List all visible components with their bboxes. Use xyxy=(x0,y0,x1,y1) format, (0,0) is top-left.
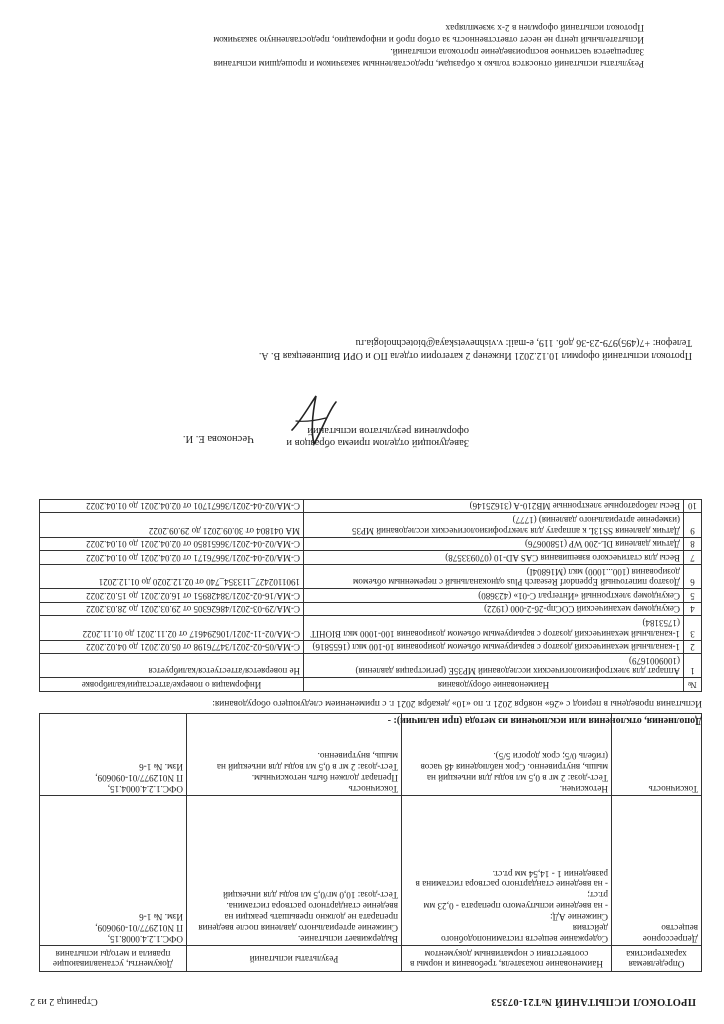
equipment-info: С-МА/02-11-2021/106294617 от 02.11.2021 до 01.11.2022 xyxy=(40,616,304,640)
row-num: 10 xyxy=(684,499,702,513)
equipment-info: С-МА/29-03-2021/48626305 от 29.03.2021 до 28.03.2022 xyxy=(40,602,304,616)
cell-norms: Содержание веществ гистаминоподобного действия Снижение АД: - на введение испытуемого препарата - 0,23 мм рт.ст; - на введение стандартного раствора гистамина в разведении 1 - 14,54 мм рт.ст. xyxy=(402,796,612,946)
equipment-info: Не поверяется/аттестуется/калибруется xyxy=(40,654,304,678)
additions-label: Дополнения, отклонения или исключения из метода (при наличии): - xyxy=(387,715,702,726)
disclaimer-line: Протокол испытаний оформлен в 2-х экземплярах xyxy=(445,21,644,32)
row-num: 9 xyxy=(684,513,702,537)
table-row xyxy=(40,513,702,537)
disclaimer-line: Испытательный центр не несет ответственность за отбор проб и информацию, предоставленную заказчиком xyxy=(213,33,644,44)
equipment-name: Аппарат для электрофизиологических исследований MP35E (регистрация давления) (1009001679) xyxy=(304,654,684,678)
cell-results: Выдерживает испытание. Снижение артериального давления после введения препарата не должно превышать реакции на введение стандартного раствора гистамина. Тест-доза: 10,0 мг/0,5 мл воды для инъекций xyxy=(187,796,402,946)
table-row xyxy=(40,654,702,678)
col-characteristic: Определяемая характеристика xyxy=(612,946,702,972)
table-row xyxy=(40,714,702,796)
signer-position: Заведующий отделом приема образцов и оформления результатов испытаний xyxy=(286,424,469,448)
row-num: 6 xyxy=(684,564,702,588)
cell-results: Токсичность Препарат должен быть нетоксичным. Тест-доза: 2 мг в 0,5 мл воды для инъекций на мышь, внутривенно. xyxy=(187,714,402,796)
equipment-intro: Испытания проведены в период с «26» ноября 2021 г. по «10» декабря 2021 г. с применением следующего оборудования: xyxy=(212,698,702,708)
table-row xyxy=(40,589,702,603)
equipment-name: Секундомер механический СОСпр-2б-2-000 (1922) xyxy=(304,602,684,616)
page-header xyxy=(30,992,696,1010)
table-row xyxy=(40,551,702,565)
equipment-info: 1901102427_113354_740 от 02.12.2020 до 01.12.2021 xyxy=(40,564,304,588)
methods-table-header xyxy=(40,946,702,972)
row-num: 2 xyxy=(684,640,702,654)
disclaimer-block xyxy=(44,21,644,69)
equipment-name: Датчик давления DL-200 WP (15800676) xyxy=(304,537,684,551)
col-num: № xyxy=(684,678,702,692)
methods-table xyxy=(39,713,702,972)
table-row xyxy=(40,564,702,588)
equipment-name: Датчик давления SS13L к аппарату для электрофизиологических исследований MP35 (измерение артериального давления) (1777) xyxy=(304,513,684,537)
table-row xyxy=(40,640,702,654)
equipment-info: С-МА/02-04-2021/36651850 от 02.04.2021 до 01.04.2022 xyxy=(40,537,304,551)
row-num: 7 xyxy=(684,551,702,565)
protocol-title: ПРОТОКОЛ ИСПЫТАНИЙ №Т21-07353 xyxy=(490,996,696,1008)
row-num: 3 xyxy=(684,616,702,640)
table-row xyxy=(40,499,702,513)
cell-characteristic: Депрессорное вещество xyxy=(612,796,702,946)
col-results: Результаты испытаний xyxy=(187,946,402,972)
table-row xyxy=(40,602,702,616)
col-norms: Наименование показателя, требования и нормы в соответствии с нормативным документом xyxy=(402,946,612,972)
signature-block xyxy=(0,382,724,452)
cell-characteristic: Токсичность xyxy=(612,714,702,796)
equipment-name: Весы лабораторные электронные MB210-A (31625146) xyxy=(304,499,684,513)
equipment-name: 1-канальный механический дозатор с варьируемым объемом дозирования 100-1000 мкл BIOHIT (1753184) xyxy=(304,616,684,640)
equipment-name: 1-канальный механический дозатор с варьируемым объемом дозирования 10-100 мкл (1655816) xyxy=(304,640,684,654)
prepared-line: Протокол испытаний оформил 10.12.2021 Инженер 2 категории отдела ПО и ОРИ Вишневецкая В. А. xyxy=(258,350,692,361)
contact-line: Телефон: +7(495)979-23-36 доб. 119, e-mail: v.vishnevetskaya@biotechnologia.ru xyxy=(355,337,692,348)
page-number: Страница 2 из 2 xyxy=(30,995,98,1007)
cell-norms: Нетоксичен. Тест-доза: 2 мг в 0,5 мл воды для инъекций на мышь, внутривенно. Срок наблюдения 48 часов (гибель 0/5; срок дороги 5/5). xyxy=(402,714,612,796)
col-name: Наименование оборудования xyxy=(304,678,684,692)
equipment-info: С-МА/02-04-2021/36676171 от 02.04.2021 до 01.04.2022 xyxy=(40,551,304,565)
cell-docs: ОФС.1.2.4.0008.15, П N012977/01-090609, Изм. № 1-6 xyxy=(40,796,187,946)
signer-name: Чеснокова Е. И. xyxy=(182,433,254,444)
equipment-name: Весы для статического взвешивания CAS AD-10 (070933578) xyxy=(304,551,684,565)
cell-docs: ОФС.1.2.4.0004.15, П N012977/01-090609, Изм. № 1-6 xyxy=(40,714,187,796)
equipment-name: Секундомер электронный «Интеграл С-01» (423680) xyxy=(304,589,684,603)
disclaimer-line: Запрещается частичное воспроизведение протокола испытаний. xyxy=(390,45,644,56)
table-row xyxy=(40,616,702,640)
row-num: 1 xyxy=(684,654,702,678)
handwritten-signature xyxy=(284,388,344,452)
col-info: Информация о поверке/аттестации/калибровке xyxy=(40,678,304,692)
row-num: 5 xyxy=(684,589,702,603)
equipment-name: Дозатор пипеточный Eppendorf Research Plus одноканальный с переменным объемом дозирования (100...1000) мкл (M16804I) xyxy=(304,564,684,588)
equipment-info: МА 041804 от 30.09.2021 до 29.09.2022 xyxy=(40,513,304,537)
col-docs: Документы, устанавливающие правила и методы испытания xyxy=(40,946,187,972)
prepared-by xyxy=(52,336,692,362)
row-num: 4 xyxy=(684,602,702,616)
disclaimer-line: Результаты испытаний относятся только к образцам, предоставленным заказчиком и прошедшим испытания xyxy=(213,58,644,68)
row-num: 8 xyxy=(684,537,702,551)
table-row xyxy=(40,796,702,946)
equipment-table-header xyxy=(40,678,702,692)
equipment-info: С-МА/05-02-2021/34776198 от 05.02.2021 до 04.02.2022 xyxy=(40,640,304,654)
table-row xyxy=(40,537,702,551)
equipment-table xyxy=(39,499,702,692)
equipment-info: С-МА/16-02-2021/38428951 от 16.02.2021 до 15.02.2022 xyxy=(40,589,304,603)
equipment-info: С-МА/02-04-2021/36671701 от 02.04.2021 до 01.04.2022 xyxy=(40,499,304,513)
